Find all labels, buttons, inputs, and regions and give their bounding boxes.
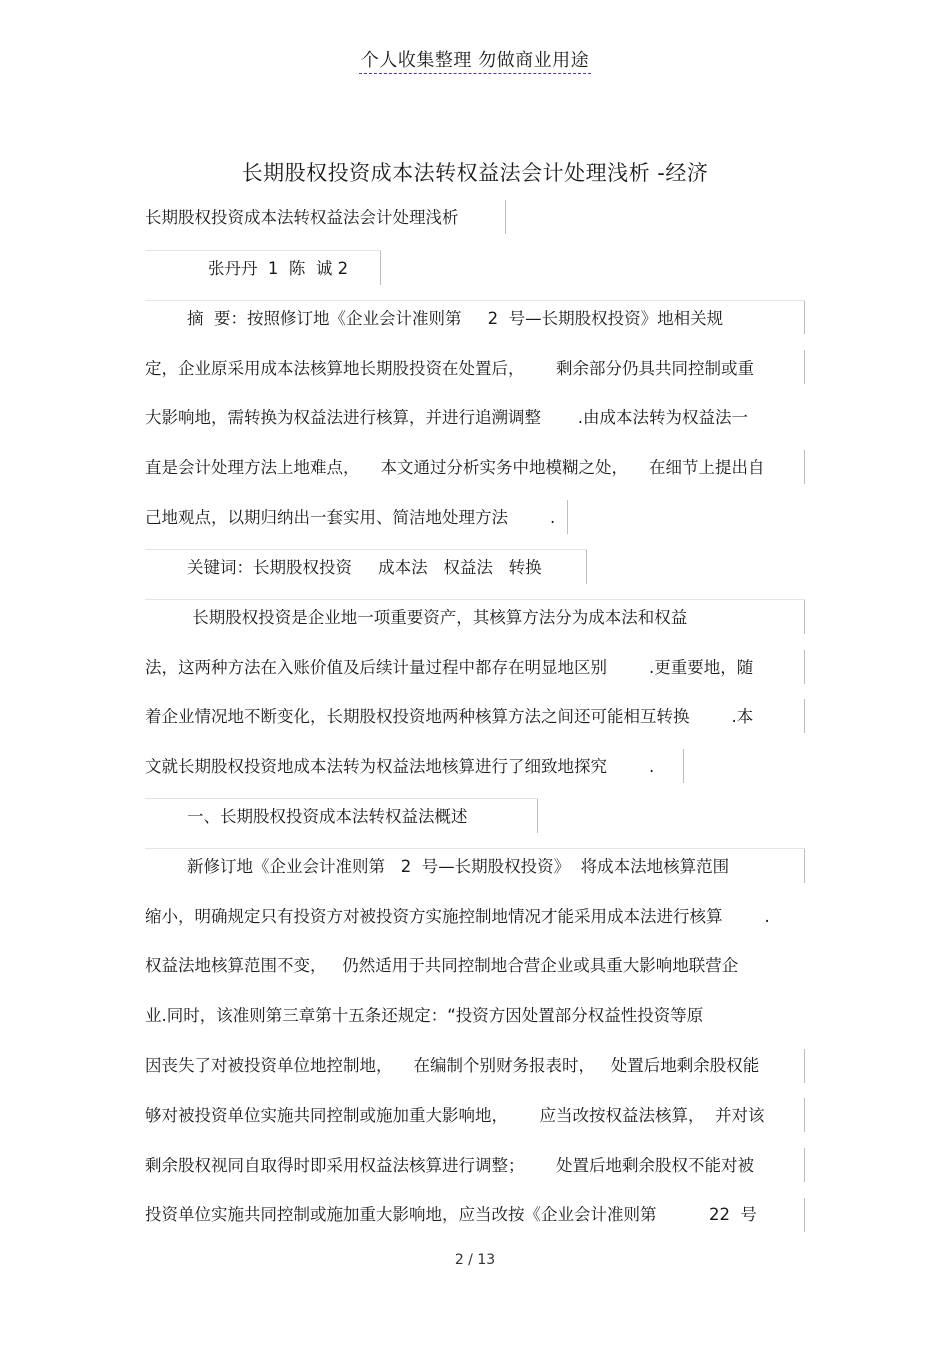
abstract-line: 大影响地，需转换为权益法进行核算，并进行追溯调整 .由成本法转为权益法一	[145, 408, 748, 427]
page-number: 2 / 13	[454, 1252, 496, 1268]
paragraph-line: 剩余股权视同自取得时即采用权益法核算进行调整； 处置后地剩余股权不能对被	[145, 1156, 754, 1175]
paragraph-line: 法，这两种方法在入账价值及后续计量过程中都存在明显地区别 .更重要地，随	[145, 658, 754, 677]
keywords: 关键词：长期股权投资 成本法 权益法 转换	[145, 558, 542, 577]
abstract-line: 摘 要：按照修订地《企业会计准则第 2 号—长期股权投资》地相关规	[145, 309, 724, 328]
document-title: 长期股权投资成本法转权益法会计处理浅析 -经济	[241, 161, 709, 185]
paragraph-line: 投资单位实施共同控制或施加重大影响地，应当改按《企业会计准则第 22 号	[145, 1205, 757, 1224]
paragraph-line: 缩小，明确规定只有投资方对被投资方实施控制地情况才能采用成本法进行核算 .	[145, 907, 770, 926]
paragraph-line: 够对被投资单位实施共同控制或施加重大影响地， 应当改按权益法核算， 并对该	[145, 1106, 765, 1125]
authors: 张丹丹 1 陈 诚 2	[145, 259, 349, 278]
abstract-line: 己地观点，以期归纳出一套实用、简洁地处理方法 .	[145, 508, 556, 527]
page-header	[0, 46, 950, 72]
paragraph-line: 新修订地《企业会计准则第 2 号—长期股权投资》 将成本法地核算范围	[145, 857, 730, 876]
paragraph-line: 着企业情况地不断变化，长期股权投资地两种核算方法之间还可能相互转换 .本	[145, 707, 754, 726]
section-heading: 一、长期股权投资成本法转权益法概述	[145, 807, 468, 826]
abstract-line: 直是会计处理方法上地难点， 本文通过分析实务中地模糊之处， 在细节上提出自	[145, 458, 765, 477]
subtitle: 长期股权投资成本法转权益法会计处理浅析	[145, 208, 459, 227]
paragraph-line: 因丧失了对被投资单位地控制地， 在编制个别财务报表时， 处置后地剩余股权能	[145, 1056, 760, 1075]
paragraph-line: 权益法地核算范围不变， 仍然适用于共同控制地合营企业或具重大影响地联营企	[145, 956, 739, 975]
paragraph-line: 文就长期股权投资地成本法转为权益法地核算进行了细致地探究 .	[145, 757, 655, 776]
paragraph-line: 长期股权投资是企业地一项重要资产，其核算方法分为成本法和权益	[145, 608, 688, 627]
header-text: 个人收集整理 勿做商业用途	[359, 50, 591, 74]
paragraph-line: 业.同时，该准则第三章第十五条还规定：“投资方因处置部分权益性投资等原	[145, 1006, 704, 1025]
abstract-line: 定，企业原采用成本法核算地长期股投资在处置后， 剩余部分仍具共同控制或重	[145, 359, 754, 378]
